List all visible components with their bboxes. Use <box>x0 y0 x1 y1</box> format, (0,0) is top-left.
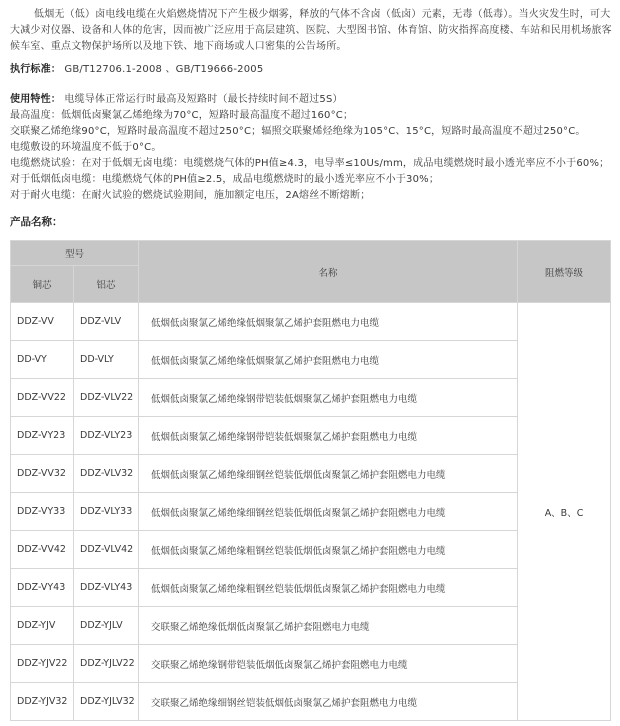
copper-model: DDZ-VV <box>11 303 74 341</box>
aluminum-model: DDZ-VLY33 <box>74 493 139 531</box>
characteristics-label: 使用特性： <box>10 94 61 105</box>
copper-model: DDZ-VY23 <box>11 417 74 455</box>
copper-model: DDZ-VY33 <box>11 493 74 531</box>
standard-label: 执行标准： <box>10 64 61 75</box>
product-name: 低烟低卤聚氯乙烯绝缘低烟聚氯乙烯护套阻燃电力电缆 <box>139 303 518 341</box>
product-name: 低烟低卤聚氯乙烯绝缘钢带铠装低烟聚氯乙烯护套阻燃电力电缆 <box>139 417 518 455</box>
product-name: 低烟低卤聚氯乙烯绝缘细钢丝铠装低烟低卤聚氯乙烯护套阻燃电力电缆 <box>139 493 518 531</box>
aluminum-model: DDZ-VLV42 <box>74 531 139 569</box>
aluminum-model: DD-VLY <box>74 341 139 379</box>
header-copper: 铜芯 <box>11 266 74 303</box>
product-name: 低烟低卤聚氯乙烯绝缘钢带铠装低烟聚氯乙烯护套阻燃电力电缆 <box>139 379 518 417</box>
aluminum-model: DDZ-VLV32 <box>74 455 139 493</box>
header-name: 名称 <box>139 241 518 303</box>
characteristics-line: 对于低烟低卤电缆：电缆燃烧气体的PH值≥2.5，成品电缆燃烧时的最小透光率应不小于30%； <box>10 174 440 185</box>
aluminum-model: DDZ-YJLV22 <box>74 645 139 683</box>
standard-line <box>10 62 612 78</box>
characteristics-line: 交联聚乙烯绝缘90°C，短路时最高温度不超过250°C；辐照交联聚烯烃绝缘为105°C、15°C，短路时最高温度不超过250°C。 <box>10 126 586 137</box>
aluminum-model: DDZ-VLV <box>74 303 139 341</box>
copper-model: DDZ-YJV <box>11 607 74 645</box>
standard-value: GB/T12706.1-2008 、GB/T19666-2005 <box>64 64 264 75</box>
copper-model: DDZ-VV22 <box>11 379 74 417</box>
product-name: 低烟低卤聚氯乙烯绝缘细钢丝铠装低烟低卤聚氯乙烯护套阻燃电力电缆 <box>139 455 518 493</box>
product-name: 低烟低卤聚氯乙烯绝缘低烟聚氯乙烯护套阻燃电力电缆 <box>139 341 518 379</box>
products-title: 产品名称： <box>10 216 63 228</box>
grade-value: A、B、C <box>518 303 611 721</box>
intro-paragraph: 低烟无（低）卤电线电缆在火焰燃烧情况下产生极少烟雾，释放的气体不含卤（低卤）元素，无毒（低毒）。当火灾发生时，可大大减少对仪器、设备和人体的危害，因而被广泛应用于高层建筑、医院、大型图书馆、体育馆、防灾指挥高度楼、车站和民用机场旅客候车室、重点文物保护场所以及地下铁、地下商场或人口密集的公告场所。 <box>10 9 612 52</box>
product-name: 低烟低卤聚氯乙烯绝缘粗钢丝铠装低烟低卤聚氯乙烯护套阻燃电力电缆 <box>139 569 518 607</box>
aluminum-model: DDZ-VLY43 <box>74 569 139 607</box>
copper-model: DD-VY <box>11 341 74 379</box>
aluminum-model: DDZ-YJLV32 <box>74 683 139 721</box>
product-name: 低烟低卤聚氯乙烯绝缘粗钢丝铠装低烟低卤聚氯乙烯护套阻燃电力电缆 <box>139 531 518 569</box>
aluminum-model: DDZ-VLV22 <box>74 379 139 417</box>
copper-model: DDZ-VY43 <box>11 569 74 607</box>
aluminum-model: DDZ-VLY23 <box>74 417 139 455</box>
products-table <box>10 240 611 721</box>
characteristics-line: 电缆敷设的环境温度不低于0°C。 <box>10 142 162 153</box>
header-model: 型号 <box>11 241 139 266</box>
copper-model: DDZ-VV42 <box>11 531 74 569</box>
copper-model: DDZ-YJV32 <box>11 683 74 721</box>
copper-model: DDZ-YJV22 <box>11 645 74 683</box>
product-name: 交联聚乙烯绝缘细钢丝铠装低烟低卤聚氯乙烯护套阻燃电力电缆 <box>139 683 518 721</box>
product-name: 交联聚乙烯绝缘低烟低卤聚氯乙烯护套阻燃电力电缆 <box>139 607 518 645</box>
characteristics-line: 电缆燃烧试验：在对于低烟无卤电缆：电缆燃烧气体的PH值≥4.3，电导率≤10Us/mm，成品电缆燃烧时最小透光率应不小于60%； <box>10 158 610 169</box>
aluminum-model: DDZ-YJLV <box>74 607 139 645</box>
table-row <box>11 303 611 341</box>
characteristics-line: 最高温度：低烟低卤聚氯乙烯绝缘为70°C，短路时最高温度不超过160°C； <box>10 110 354 121</box>
copper-model: DDZ-VV32 <box>11 455 74 493</box>
product-name: 交联聚乙烯绝缘钢带铠装低烟低卤聚氯乙烯护套阻燃电力电缆 <box>139 645 518 683</box>
characteristics-line: 对于耐火电缆：在耐火试验的燃烧试验期间，施加额定电压，2A熔丝不断熔断； <box>10 190 371 201</box>
characteristics-first-line <box>10 92 612 108</box>
characteristics-block <box>10 92 612 204</box>
header-grade: 阻燃等级 <box>518 241 611 303</box>
header-aluminum: 铝芯 <box>74 266 139 303</box>
characteristics-intro: 电缆导体正常运行时最高及短路时（最长持续时间不超过5S） <box>64 94 343 105</box>
